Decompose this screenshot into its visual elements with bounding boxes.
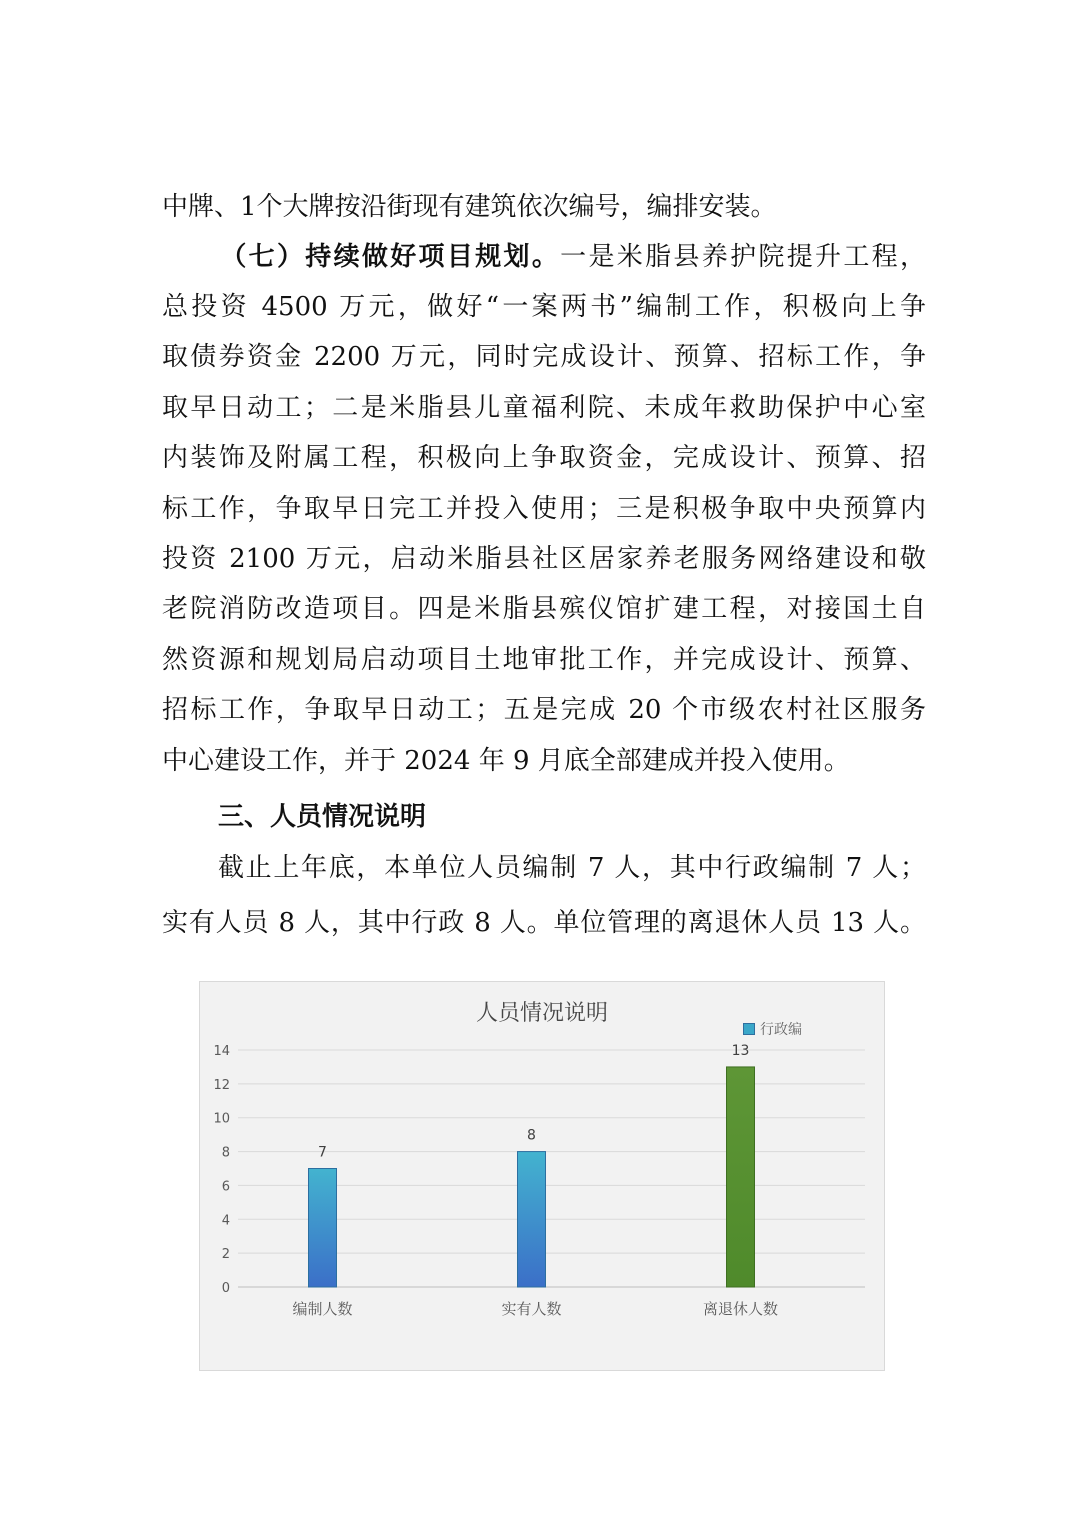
y-tick-label: 0	[221, 1281, 230, 1296]
bar	[727, 1067, 755, 1287]
section7-line: 取债券资金 2200 万元，同时完成设计、预算、招标工作，争	[162, 342, 926, 372]
y-tick-label: 6	[221, 1179, 230, 1195]
bar-value-label: 13	[731, 1042, 750, 1059]
staff-chart	[199, 981, 885, 1371]
legend-label: 行政编	[760, 1022, 802, 1038]
chart-title: 人员情况说明	[475, 1001, 608, 1026]
paragraph-continuation: 中牌、1个大牌按沿街现有建筑依次编号，编排安装。	[162, 192, 777, 222]
chart-plot	[200, 982, 886, 1372]
section7-line: 投资 2100 万元，启动米脂县社区居家养老服务网络建设和敬	[162, 544, 926, 574]
y-tick-label: 14	[213, 1044, 230, 1059]
y-tick-label: 10	[213, 1111, 230, 1127]
y-tick-label: 12	[213, 1077, 230, 1093]
section7-line: 标工作，争取早日完工并投入使用；三是积极争取中央预算内	[162, 494, 926, 524]
x-category-label: 实有人数	[501, 1300, 562, 1318]
section7-line: 内装饰及附属工程，积极向上争取资金，完成设计、预算、招	[162, 443, 926, 473]
section3-line: 截止上年底，本单位人员编制 7 人，其中行政编制 7 人；	[218, 853, 926, 883]
x-category-label: 离退休人数	[702, 1300, 779, 1318]
bar	[518, 1152, 546, 1287]
y-tick-label: 8	[221, 1145, 230, 1161]
bar-value-label: 7	[318, 1144, 327, 1161]
section7-line: 中心建设工作，并于 2024 年 9 月底全部建成并投入使用。	[162, 746, 850, 776]
section3-heading: 三、人员情况说明	[218, 802, 427, 832]
section7-line: 取早日动工；二是米脂县儿童福利院、未成年救助保护中心室	[162, 393, 926, 423]
section7-line: 总投资 4500 万元，做好“一案两书”编制工作，积极向上争	[162, 292, 926, 322]
x-category-label: 编制人数	[292, 1300, 353, 1318]
bar-value-label: 8	[527, 1127, 536, 1144]
section7-line: 然资源和规划局启动项目土地审批工作，并完成设计、预算、	[162, 645, 926, 675]
section7-line: 招标工作，争取早日动工；五是完成 20 个市级农村社区服务	[162, 695, 926, 725]
bar	[309, 1169, 337, 1288]
section7-line: 老院消防改造项目。四是米脂县殡仪馆扩建工程，对接国土自	[162, 594, 926, 624]
y-tick-label: 2	[221, 1247, 230, 1263]
y-tick-label: 4	[221, 1213, 230, 1229]
section7-heading: （七）持续做好项目规划。	[218, 242, 561, 272]
section7-line: 一是米脂县养护院提升工程，	[560, 242, 926, 272]
section7-first-line	[162, 232, 926, 282]
section3-line: 实有人员 8 人，其中行政 8 人。单位管理的离退休人员 13 人。	[162, 908, 926, 938]
